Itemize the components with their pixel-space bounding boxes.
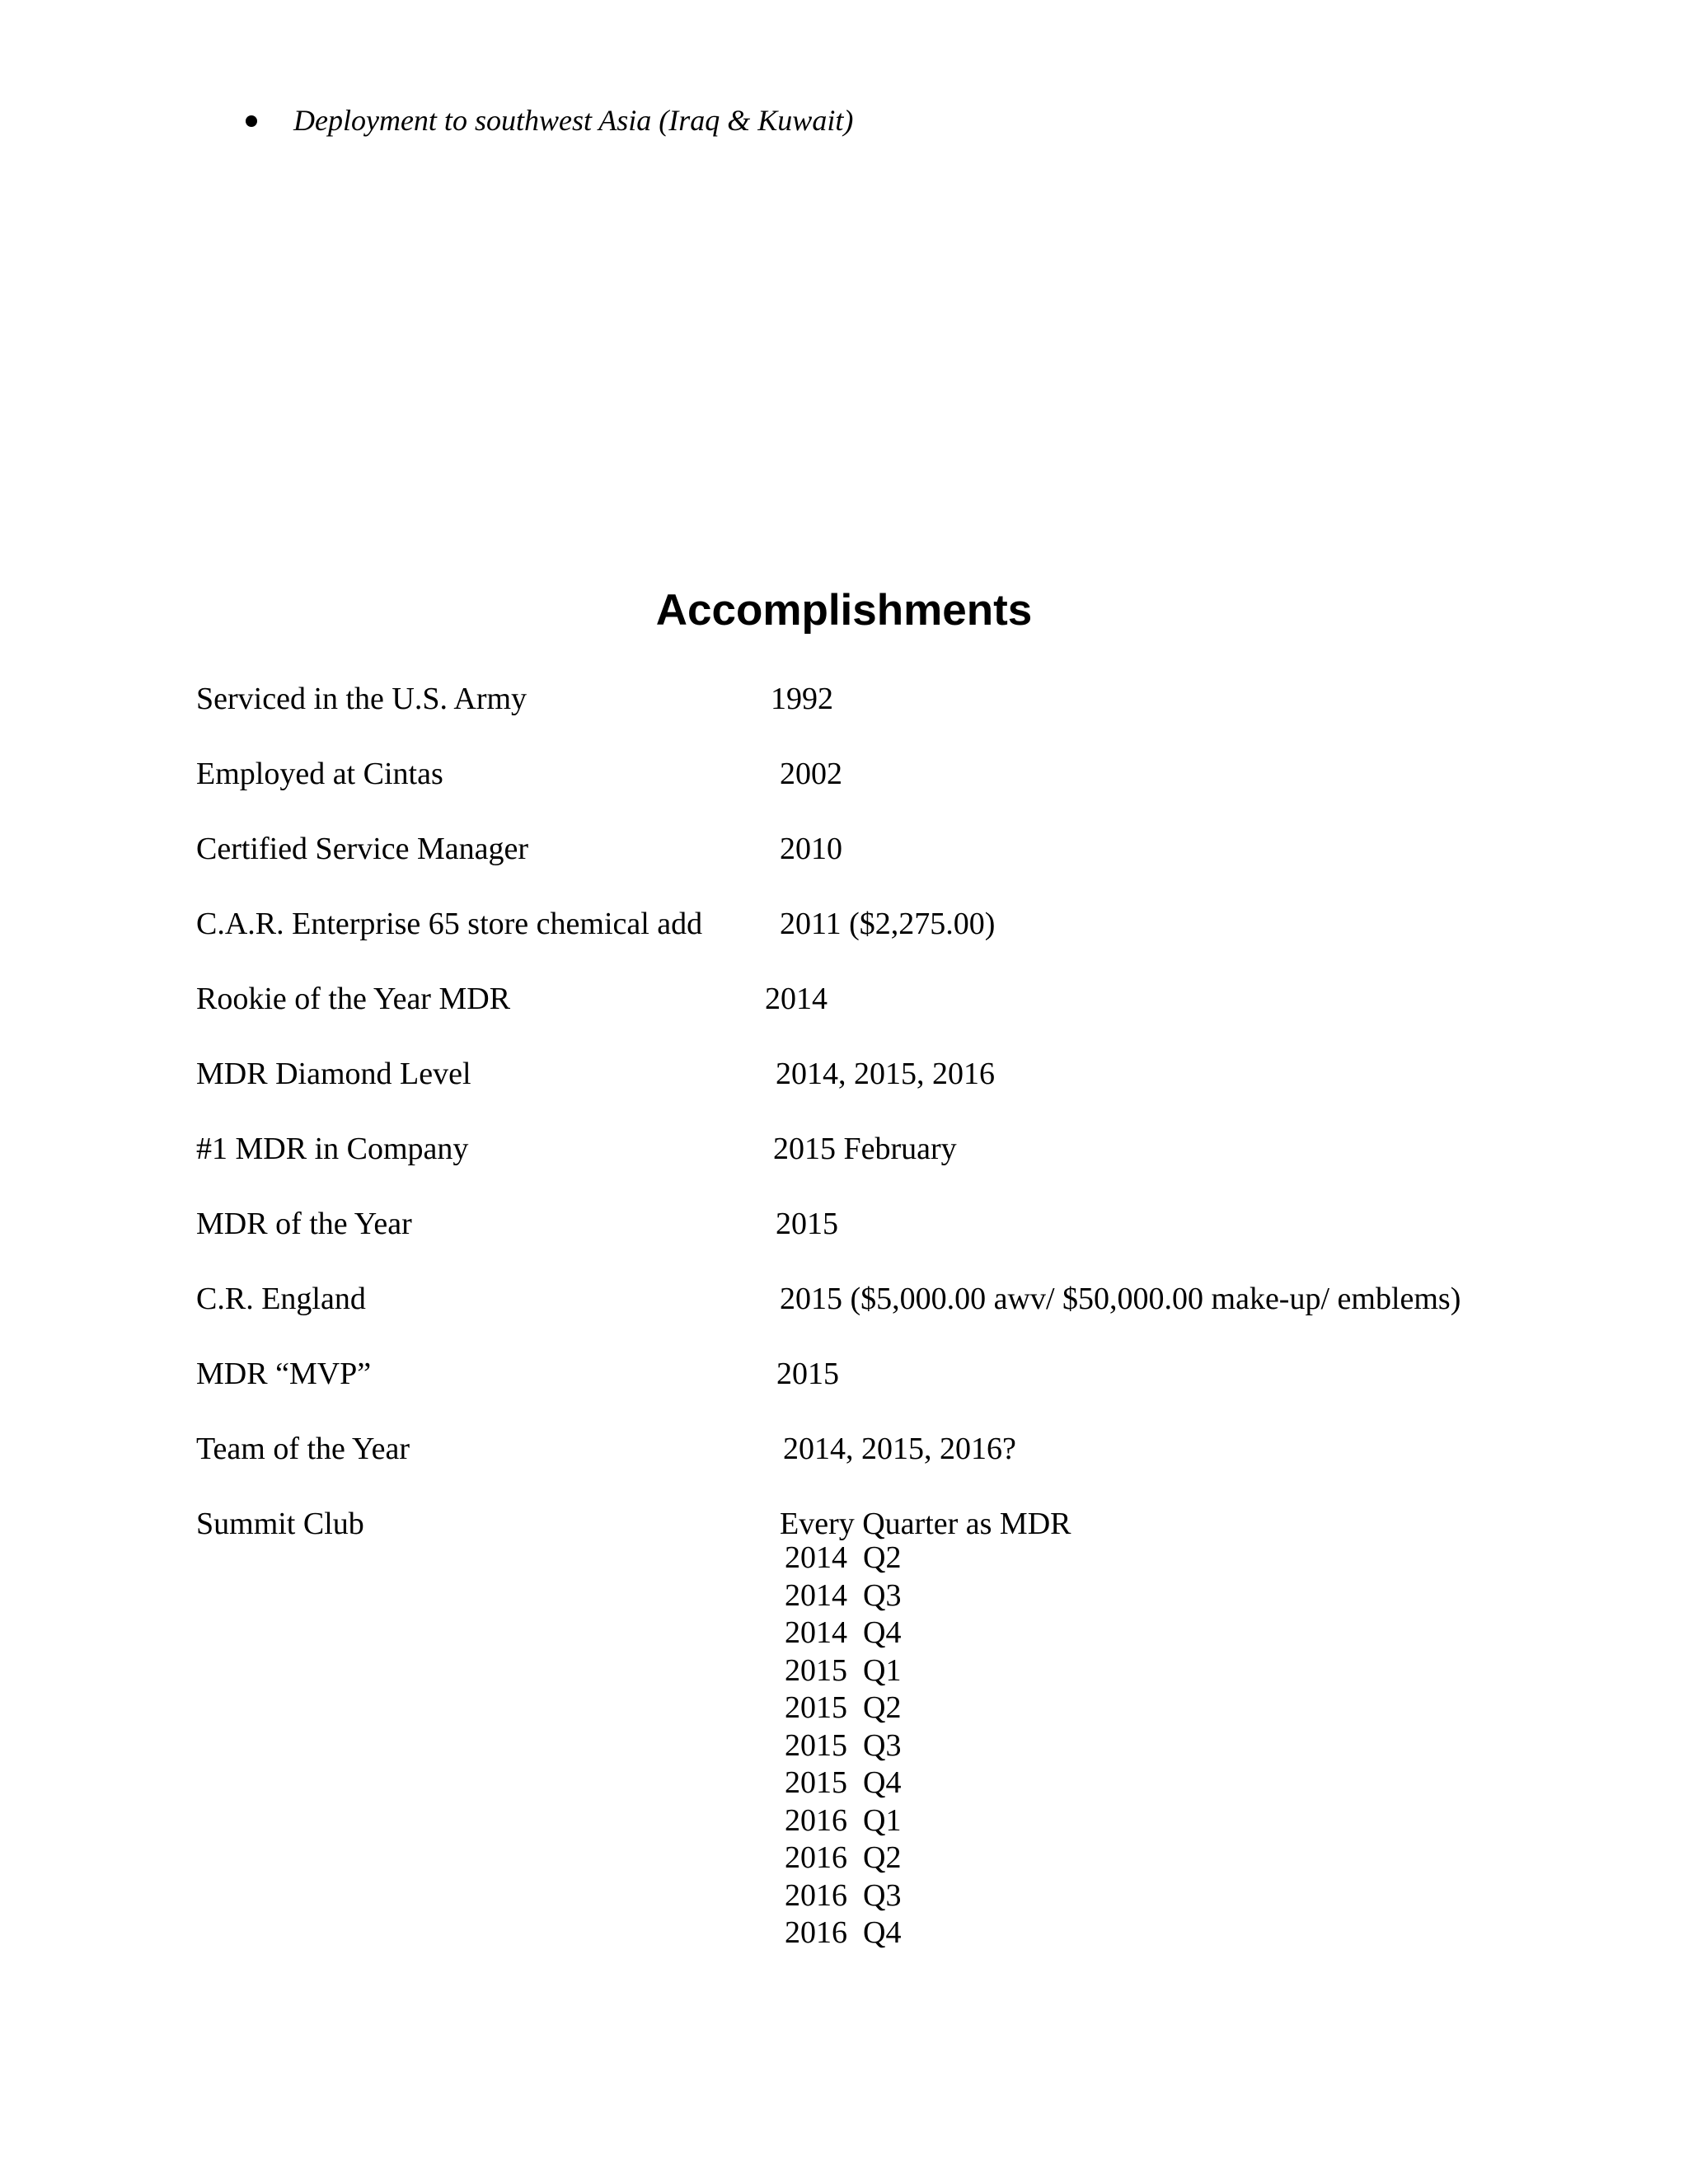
accomplishment-row-team-of-year bbox=[0, 1426, 1688, 1472]
accomplishment-label: Employed at Cintas bbox=[196, 757, 443, 791]
accomplishment-row-number-one bbox=[0, 1126, 1688, 1172]
accomplishment-value: 2015 ($5,000.00 awv/ $50,000.00 make-up/ emblems) bbox=[780, 1282, 1461, 1316]
accomplishment-row-army bbox=[0, 676, 1688, 722]
accomplishment-row-rookie bbox=[0, 976, 1688, 1022]
summit-quarter-item: 2015 Q4 bbox=[785, 1765, 902, 1800]
summit-quarter-item: 2014 Q3 bbox=[785, 1577, 902, 1613]
section-heading: Accomplishments bbox=[655, 586, 1033, 635]
summit-quarter-item: 2016 Q3 bbox=[785, 1877, 902, 1913]
summit-quarter-item: 2015 Q1 bbox=[785, 1652, 902, 1688]
accomplishment-label: Serviced in the U.S. Army bbox=[196, 682, 528, 716]
bullet-dot-icon bbox=[246, 115, 257, 127]
accomplishment-row-mvp bbox=[0, 1351, 1688, 1397]
summit-quarter-item: 2014 Q4 bbox=[785, 1615, 902, 1650]
accomplishment-value: 2015 bbox=[776, 1357, 839, 1391]
summit-quarter-item: 2015 Q3 bbox=[785, 1727, 902, 1763]
summit-quarter-item: 2016 Q2 bbox=[785, 1840, 902, 1875]
accomplishment-label: MDR of the Year bbox=[196, 1207, 412, 1241]
accomplishment-row-diamond bbox=[0, 1051, 1688, 1097]
accomplishment-label: MDR “MVP” bbox=[196, 1357, 372, 1391]
accomplishment-value: 2014 bbox=[765, 982, 828, 1016]
summit-quarter-item: 2016 Q1 bbox=[785, 1802, 902, 1838]
accomplishment-label: Rookie of the Year MDR bbox=[196, 982, 511, 1016]
summit-quarters-list bbox=[785, 1540, 901, 1952]
accomplishment-value: 2014, 2015, 2016 bbox=[776, 1057, 995, 1091]
accomplishment-value: 1992 bbox=[771, 682, 833, 716]
accomplishment-label: Team of the Year bbox=[196, 1432, 410, 1466]
accomplishment-label: Certified Service Manager bbox=[196, 832, 529, 866]
accomplishment-value: 2014, 2015, 2016? bbox=[783, 1432, 1016, 1466]
accomplishment-row-cr-england bbox=[0, 1276, 1688, 1322]
accomplishment-label: C.A.R. Enterprise 65 store chemical add bbox=[196, 907, 703, 941]
summit-quarter-item: 2014 Q2 bbox=[785, 1540, 902, 1575]
accomplishment-label: MDR Diamond Level bbox=[196, 1057, 471, 1091]
accomplishment-value: 2010 bbox=[780, 832, 842, 866]
deployment-bullet-item bbox=[0, 97, 1688, 143]
accomplishment-row-service-manager bbox=[0, 826, 1688, 872]
accomplishment-row-cintas bbox=[0, 751, 1688, 797]
summit-quarter-item: 2015 Q2 bbox=[785, 1690, 902, 1725]
accomplishment-row-mdr-of-year bbox=[0, 1201, 1688, 1247]
accomplishment-value: Every Quarter as MDR bbox=[780, 1507, 1071, 1541]
bullet-text: Deployment to southwest Asia (Iraq & Kuwait) bbox=[293, 104, 854, 137]
accomplishment-label: #1 MDR in Company bbox=[196, 1132, 469, 1166]
accomplishment-value: 2015 February bbox=[773, 1132, 957, 1166]
accomplishment-value: 2015 bbox=[776, 1207, 838, 1241]
accomplishment-label: C.R. England bbox=[196, 1282, 366, 1316]
summit-quarter-item: 2016 Q4 bbox=[785, 1915, 902, 1950]
accomplishment-value: 2002 bbox=[780, 757, 842, 791]
accomplishment-label: Summit Club bbox=[196, 1507, 364, 1541]
accomplishment-value: 2011 ($2,275.00) bbox=[780, 907, 996, 941]
accomplishment-row-car-enterprise bbox=[0, 901, 1688, 947]
